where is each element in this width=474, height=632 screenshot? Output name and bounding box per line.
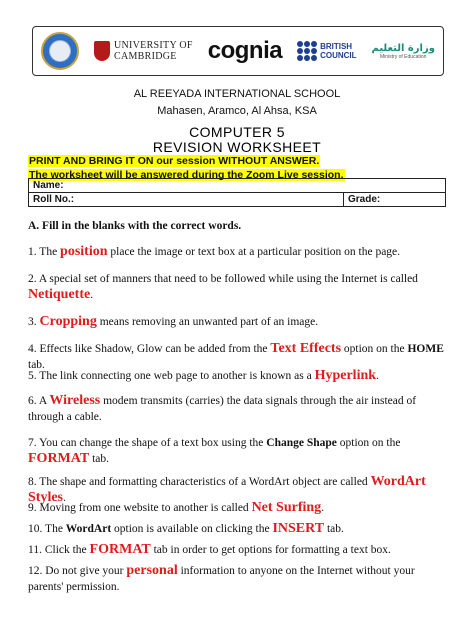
notice-line-1: PRINT AND BRING IT ON our session WITHOUT ANSWER. bbox=[29, 155, 320, 167]
answer-7: FORMAT bbox=[28, 451, 90, 466]
roll-number-field[interactable]: Roll No.: bbox=[29, 193, 344, 207]
school-name: AL REEYADA INTERNATIONAL SCHOOL bbox=[133, 88, 341, 100]
answer-1: position bbox=[60, 244, 108, 259]
answer-11: FORMAT bbox=[89, 542, 151, 557]
school-address: Mahasen, Aramco, Al Ahsa, KSA bbox=[157, 105, 317, 117]
question-3: 3. Cropping means removing an unwanted part of an image. bbox=[28, 314, 319, 329]
logo-header bbox=[32, 26, 444, 76]
answer-5: Hyperlink bbox=[314, 368, 377, 383]
subject-title: COMPUTER 5 bbox=[189, 124, 285, 140]
answer-4: Text Effects bbox=[270, 341, 342, 356]
cambridge-shield-icon bbox=[94, 41, 110, 61]
question-9: 9. Moving from one website to another is called Net Surfing. bbox=[28, 500, 325, 515]
moe-arabic-text: وزارة التعليم bbox=[371, 42, 435, 54]
answer-8: WordArt Styles bbox=[28, 474, 426, 505]
answer-3: Cropping bbox=[39, 314, 97, 329]
notice-line-2: The worksheet will be answered during the Zoom Live session. bbox=[29, 169, 344, 181]
british-council-line2: COUNCIL bbox=[320, 51, 357, 60]
cambridge-line1: UNIVERSITY OF bbox=[113, 40, 193, 51]
question-11: 11. Click the FORMAT tab in order to get options for formatting a text box. bbox=[28, 542, 391, 557]
name-field[interactable]: Name: bbox=[29, 179, 446, 193]
question-5: 5. The link connecting one web page to another is known as a Hyperlink. bbox=[28, 368, 379, 383]
school-seal-logo bbox=[41, 32, 79, 70]
question-1: 1. The position place the image or text box at a particular position on the page. bbox=[28, 244, 401, 259]
answer-9: Net Surfing bbox=[251, 500, 322, 515]
moe-english-text: Ministry of Education bbox=[380, 53, 427, 60]
answer-6: Wireless bbox=[49, 393, 101, 408]
cambridge-line2: CAMBRIDGE bbox=[113, 51, 177, 62]
british-council-logo bbox=[297, 41, 356, 61]
section-a-heading: A. Fill in the blanks with the correct words. bbox=[28, 220, 242, 232]
answer-2: Netiquette bbox=[28, 287, 91, 302]
question-10: 10. The WordArt option is available on clicking the INSERT tab. bbox=[28, 521, 344, 536]
question-4: 4. Effects like Shadow, Glow can be added from the Text Effects option on the HOME tab. bbox=[28, 341, 444, 371]
question-12: 12. Do not give your personal information to anyone on the Internet without your parents' permission. bbox=[28, 563, 415, 593]
question-2: 2. A special set of manners that need to be followed while using the Internet is called Netiquette. bbox=[28, 273, 418, 302]
ministry-of-education-logo bbox=[371, 43, 434, 60]
worksheet-page bbox=[22, 16, 452, 616]
answer-10: INSERT bbox=[272, 521, 325, 536]
answer-12: personal bbox=[126, 563, 178, 578]
cognia-logo: cognia bbox=[207, 37, 283, 64]
student-info-table bbox=[28, 178, 446, 207]
worksheet-title: REVISION WORKSHEET bbox=[152, 139, 322, 155]
grade-field[interactable]: Grade: bbox=[344, 193, 446, 207]
question-6: 6. A Wireless modem transmits (carries) the data signals through the air instead of through a cable. bbox=[28, 393, 417, 423]
question-7: 7. You can change the shape of a text box using the Change Shape option on the FORMAT tab. bbox=[28, 437, 401, 466]
british-council-dots-icon bbox=[297, 41, 317, 61]
question-8: 8. The shape and formatting characteristics of a WordArt object are called WordArt Styles. bbox=[28, 474, 426, 505]
british-council-line1: BRITISH bbox=[320, 42, 353, 51]
cambridge-logo bbox=[94, 40, 193, 62]
